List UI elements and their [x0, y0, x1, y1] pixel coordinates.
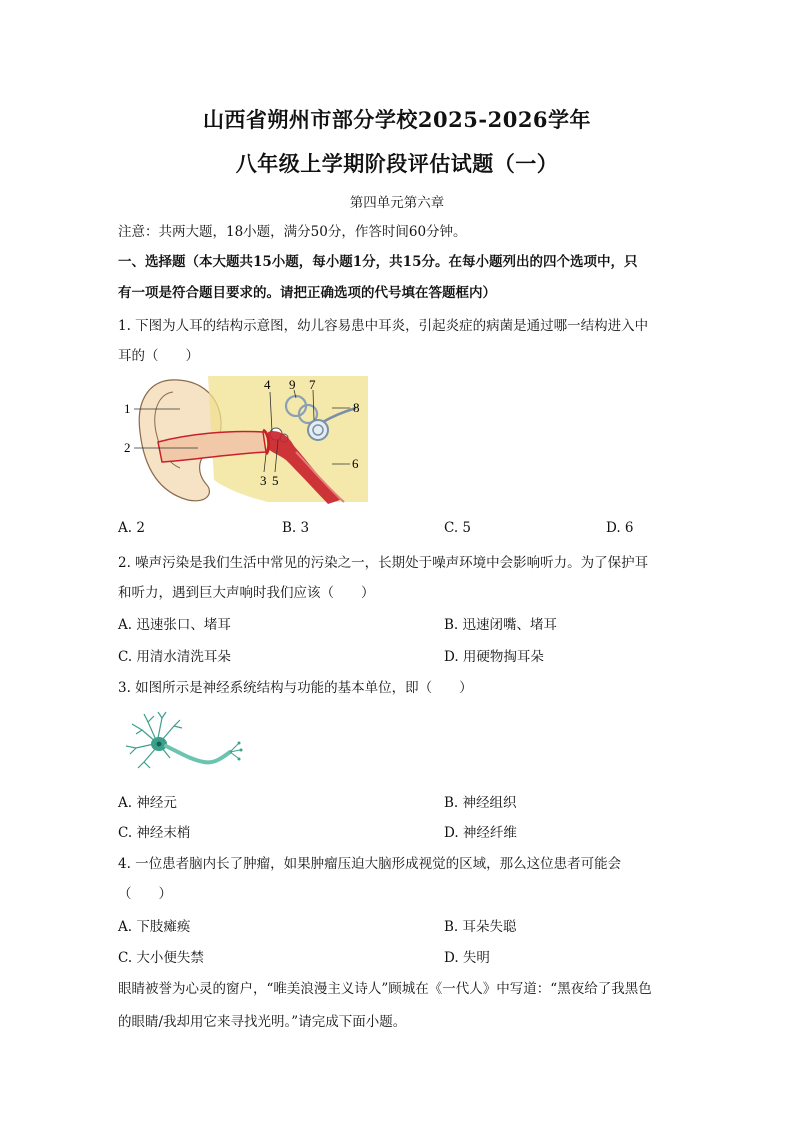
title-line-1: 山西省朔州市部分学校2025-2026学年 [202, 107, 592, 132]
q4-option-d: D. 失明 [444, 950, 490, 966]
q2-option-c: C. 用清水清洗耳朵 [118, 649, 231, 665]
q3-line1: 3. 如图所示是神经系统结构与功能的基本单位，即（ ） [118, 680, 473, 696]
section1-line1: 一、选择题（本大题共15小题，每小题1分，共15分。在每小题列出的四个选项中，只 [118, 254, 638, 270]
ear-label-8: 8 [353, 400, 360, 415]
q4-line2: （ ） [118, 886, 172, 902]
ear-label-2: 2 [124, 440, 131, 455]
ear-label-9: 9 [289, 377, 296, 392]
q2-line2: 和听力，遇到巨大声响时我们应该（ ） [118, 585, 375, 601]
ear-label-6: 6 [352, 456, 359, 471]
q3-option-a: A. 神经元 [118, 795, 177, 811]
q1-option-d: D. 6 [606, 520, 634, 536]
q4-option-b: B. 耳朵失聪 [444, 919, 517, 935]
q1-line1: 1. 下图为人耳的结构示意图，幼儿容易患中耳炎，引起炎症的病菌是通过哪一结构进入中 [118, 318, 649, 334]
subtitle: 第四单元第六章 [349, 195, 445, 211]
q2-option-d: D. 用硬物掏耳朵 [444, 649, 544, 665]
q2-option-a: A. 迅速张口、堵耳 [118, 617, 231, 633]
ear-label-4: 4 [264, 377, 271, 392]
q3-option-d: D. 神经纤维 [444, 825, 517, 841]
q4-option-c: C. 大小便失禁 [118, 950, 204, 966]
q4-option-a: A. 下肢瘫痪 [118, 919, 191, 935]
passage-line2: 的眼睛/我却用它来寻找光明。”请完成下面小题。 [118, 1014, 407, 1030]
neuron-diagram [122, 708, 247, 778]
ear-label-3: 3 [260, 473, 267, 488]
q1-option-b: B. 3 [282, 520, 310, 536]
q3-option-c: C. 神经末梢 [118, 825, 191, 841]
passage-line1: 眼睛被誉为心灵的窗户，“唯美浪漫主义诗人”顾城在《一代人》中写道：“黑夜给了我黑色 [118, 981, 652, 997]
q3-option-b: B. 神经组织 [444, 795, 517, 811]
ear-label-5: 5 [272, 473, 279, 488]
q2-line1: 2. 噪声污染是我们生活中常见的污染之一，长期处于噪声环境中会影响听力。为了保护耳 [118, 555, 649, 571]
q4-line1: 4. 一位患者脑内长了肿瘤，如果肿瘤压迫大脑形成视觉的区域，那么这位患者可能会 [118, 856, 622, 872]
ear-label-1: 1 [124, 401, 131, 416]
section1-line2: 有一项是符合题目要求的。请把正确选项的代号填在答题框内） [118, 285, 496, 301]
q1-option-c: C. 5 [444, 520, 472, 536]
q1-option-a: A. 2 [118, 520, 145, 536]
notice: 注意：共两大题，18小题，满分50分，作答时间60分钟。 [118, 224, 467, 240]
q2-option-b: B. 迅速闭嘴、堵耳 [444, 617, 558, 633]
ear-diagram [118, 372, 368, 508]
ear-label-7: 7 [309, 377, 316, 392]
title-line-2: 八年级上学期阶段评估试题（一） [235, 151, 559, 176]
q1-line2: 耳的（ ） [118, 348, 199, 364]
